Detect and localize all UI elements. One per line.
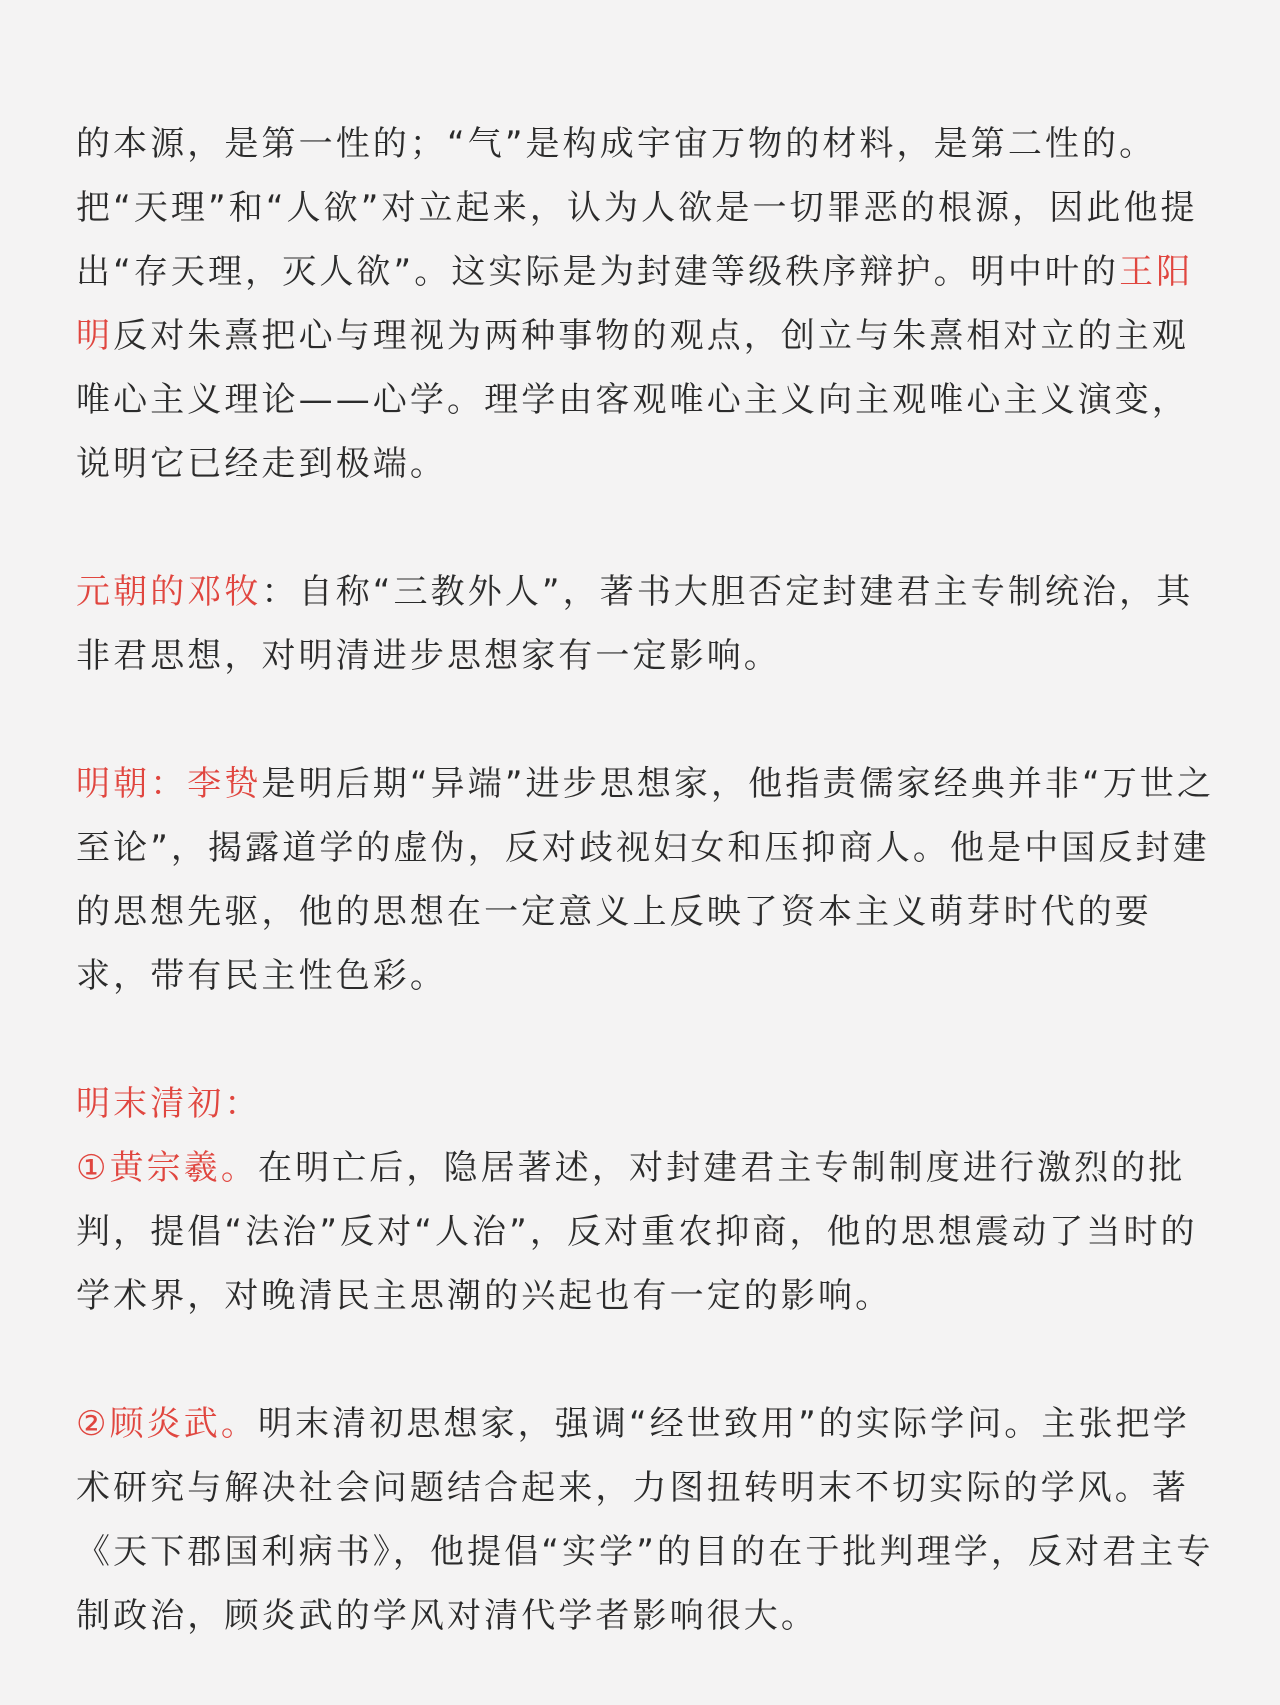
highlight-wang-yangming: 王阳明 (76, 252, 1194, 356)
paragraph-text: 反对朱熹把心与理视为两种事物的观点，创立与朱熹相对立的主观唯心主义理论——心学。理学由客观唯心主义向主观唯心主义演变，说明它已经走到极端。 (76, 316, 1190, 484)
paragraph-text: 的本源，是第一性的；“气”是构成宇宙万物的材料，是第二性的。把“天理”和“人欲”对立起来，认为人欲是一切罪恶的根源，因此他提出“存天理，灭人欲”。这实际是为封建等级秩序辩护。明中叶的 (76, 124, 1198, 292)
section-heading-ming-qing (76, 1072, 1220, 1136)
paragraph-text: 在明亡后，隐居著述，对封建君主专制制度进行激烈的批判，提倡“法治”反对“人治”，反对重农抑商，他的思想震动了当时的学术界，对晚清民主思潮的兴起也有一定的影响。 (76, 1148, 1198, 1316)
paragraph-deng-mu (76, 560, 1220, 688)
heading-ming-mo-qing-chu: 明末清初： (76, 1084, 262, 1124)
paragraph-zhu-xi-wang-yangming (76, 112, 1220, 496)
highlight-huang-zongxi: ①黄宗羲。 (76, 1148, 258, 1188)
highlight-deng-mu: 元朝的邓牧 (76, 572, 262, 612)
paragraph-text: ：自称“三教外人”，著书大胆否定封建君主专制统治，其非君思想，对明清进步思想家有一定影响。 (76, 572, 1194, 676)
paragraph-gu-yanwu (76, 1392, 1220, 1648)
paragraph-text: 是明后期“异端”进步思想家，他指责儒家经典并非“万世之至论”，揭露道学的虚伪，反对歧视妇女和压抑商人。他是中国反封建的思想先驱，他的思想在一定意义上反映了资本主义萌芽时代的要求，带有民主性色彩。 (76, 764, 1215, 996)
paragraph-li-zhi (76, 752, 1220, 1008)
paragraph-huang-zongxi (76, 1136, 1220, 1328)
highlight-li-zhi: 明朝：李贽 (76, 764, 262, 804)
paragraph-text: 明末清初思想家，强调“经世致用”的实际学问。主张把学术研究与解决社会问题结合起来，力图扭转明末不切实际的学风。著《天下郡国利病书》，他提倡“实学”的目的在于批判理学，反对君主专制政治，顾炎武的学风对清代学者影响很大。 (76, 1404, 1214, 1636)
highlight-gu-yanwu: ②顾炎武。 (76, 1404, 258, 1444)
